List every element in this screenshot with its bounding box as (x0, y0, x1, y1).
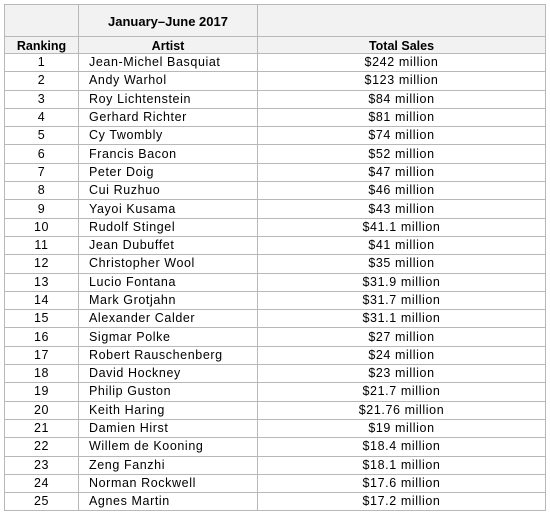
rank-cell: 22 (5, 438, 79, 456)
sales-ranking-table (4, 4, 546, 511)
period-header: January–June 2017 (79, 5, 258, 37)
table-row (5, 456, 546, 474)
sales-cell: $18.4 million (258, 438, 546, 456)
artist-cell: Yayoi Kusama (79, 200, 258, 218)
artist-cell: Robert Rauschenberg (79, 346, 258, 364)
artist-cell: Gerhard Richter (79, 108, 258, 126)
rank-cell: 12 (5, 255, 79, 273)
table-body (5, 54, 546, 511)
sales-cell: $41.1 million (258, 218, 546, 236)
rank-cell: 14 (5, 291, 79, 309)
rank-cell: 10 (5, 218, 79, 236)
artist-cell: David Hockney (79, 365, 258, 383)
table-row (5, 163, 546, 181)
table-row (5, 182, 546, 200)
sales-cell: $24 million (258, 346, 546, 364)
table-row (5, 54, 546, 72)
rank-cell: 7 (5, 163, 79, 181)
table-row (5, 383, 546, 401)
sales-cell: $31.9 million (258, 273, 546, 291)
table-row (5, 218, 546, 236)
artist-cell: Andy Warhol (79, 72, 258, 90)
rank-cell: 16 (5, 328, 79, 346)
rank-cell: 9 (5, 200, 79, 218)
table-row (5, 72, 546, 90)
table-row (5, 108, 546, 126)
artist-cell: Mark Grotjahn (79, 291, 258, 309)
rank-cell: 17 (5, 346, 79, 364)
sales-cell: $242 million (258, 54, 546, 72)
rank-cell: 15 (5, 310, 79, 328)
sales-cell: $123 million (258, 72, 546, 90)
table-row (5, 474, 546, 492)
artist-cell: Norman Rockwell (79, 474, 258, 492)
sales-cell: $23 million (258, 365, 546, 383)
table-row (5, 255, 546, 273)
sales-cell: $74 million (258, 127, 546, 145)
artist-cell: Alexander Calder (79, 310, 258, 328)
sales-cell: $84 million (258, 90, 546, 108)
artist-cell: Philip Guston (79, 383, 258, 401)
artist-cell: Peter Doig (79, 163, 258, 181)
column-header-total-sales: Total Sales (258, 37, 546, 54)
artist-cell: Keith Haring (79, 401, 258, 419)
header-blank-cell (5, 5, 79, 37)
sales-cell: $35 million (258, 255, 546, 273)
rank-cell: 3 (5, 90, 79, 108)
artist-cell: Rudolf Stingel (79, 218, 258, 236)
rank-cell: 13 (5, 273, 79, 291)
artist-cell: Sigmar Polke (79, 328, 258, 346)
sales-cell: $18.1 million (258, 456, 546, 474)
artist-cell: Francis Bacon (79, 145, 258, 163)
artist-cell: Jean Dubuffet (79, 236, 258, 254)
table-row (5, 127, 546, 145)
artist-cell: Damien Hirst (79, 419, 258, 437)
table-row (5, 365, 546, 383)
header-period-row (5, 5, 546, 37)
artist-cell: Willem de Kooning (79, 438, 258, 456)
sales-cell: $17.2 million (258, 493, 546, 511)
sales-cell: $43 million (258, 200, 546, 218)
sales-cell: $52 million (258, 145, 546, 163)
rank-cell: 21 (5, 419, 79, 437)
artist-cell: Lucio Fontana (79, 273, 258, 291)
table-row (5, 401, 546, 419)
artist-cell: Roy Lichtenstein (79, 90, 258, 108)
artist-cell: Christopher Wool (79, 255, 258, 273)
sales-cell: $27 million (258, 328, 546, 346)
sales-cell: $31.7 million (258, 291, 546, 309)
rank-cell: 24 (5, 474, 79, 492)
table-row (5, 493, 546, 511)
sales-cell: $47 million (258, 163, 546, 181)
rank-cell: 20 (5, 401, 79, 419)
rank-cell: 1 (5, 54, 79, 72)
artist-cell: Cui Ruzhuo (79, 182, 258, 200)
table-row (5, 273, 546, 291)
rank-cell: 18 (5, 365, 79, 383)
sales-cell: $17.6 million (258, 474, 546, 492)
sales-cell: $81 million (258, 108, 546, 126)
rank-cell: 25 (5, 493, 79, 511)
table-header (5, 5, 546, 54)
rank-cell: 6 (5, 145, 79, 163)
sales-cell: $21.7 million (258, 383, 546, 401)
table-row (5, 236, 546, 254)
rank-cell: 8 (5, 182, 79, 200)
table-row (5, 328, 546, 346)
column-header-artist: Artist (79, 37, 258, 54)
table-row (5, 419, 546, 437)
sales-cell: $41 million (258, 236, 546, 254)
sales-cell: $31.1 million (258, 310, 546, 328)
table-row (5, 90, 546, 108)
header-columns-row (5, 37, 546, 54)
artist-cell: Agnes Martin (79, 493, 258, 511)
rank-cell: 19 (5, 383, 79, 401)
artist-cell: Jean-Michel Basquiat (79, 54, 258, 72)
sales-cell: $21.76 million (258, 401, 546, 419)
sales-ranking-table-container (4, 4, 545, 511)
table-row (5, 291, 546, 309)
column-header-ranking: Ranking (5, 37, 79, 54)
rank-cell: 23 (5, 456, 79, 474)
sales-cell: $46 million (258, 182, 546, 200)
table-row (5, 310, 546, 328)
table-row (5, 346, 546, 364)
table-row (5, 145, 546, 163)
rank-cell: 11 (5, 236, 79, 254)
rank-cell: 5 (5, 127, 79, 145)
header-blank-cell (258, 5, 546, 37)
table-row (5, 200, 546, 218)
artist-cell: Cy Twombly (79, 127, 258, 145)
rank-cell: 4 (5, 108, 79, 126)
sales-cell: $19 million (258, 419, 546, 437)
artist-cell: Zeng Fanzhi (79, 456, 258, 474)
rank-cell: 2 (5, 72, 79, 90)
table-row (5, 438, 546, 456)
